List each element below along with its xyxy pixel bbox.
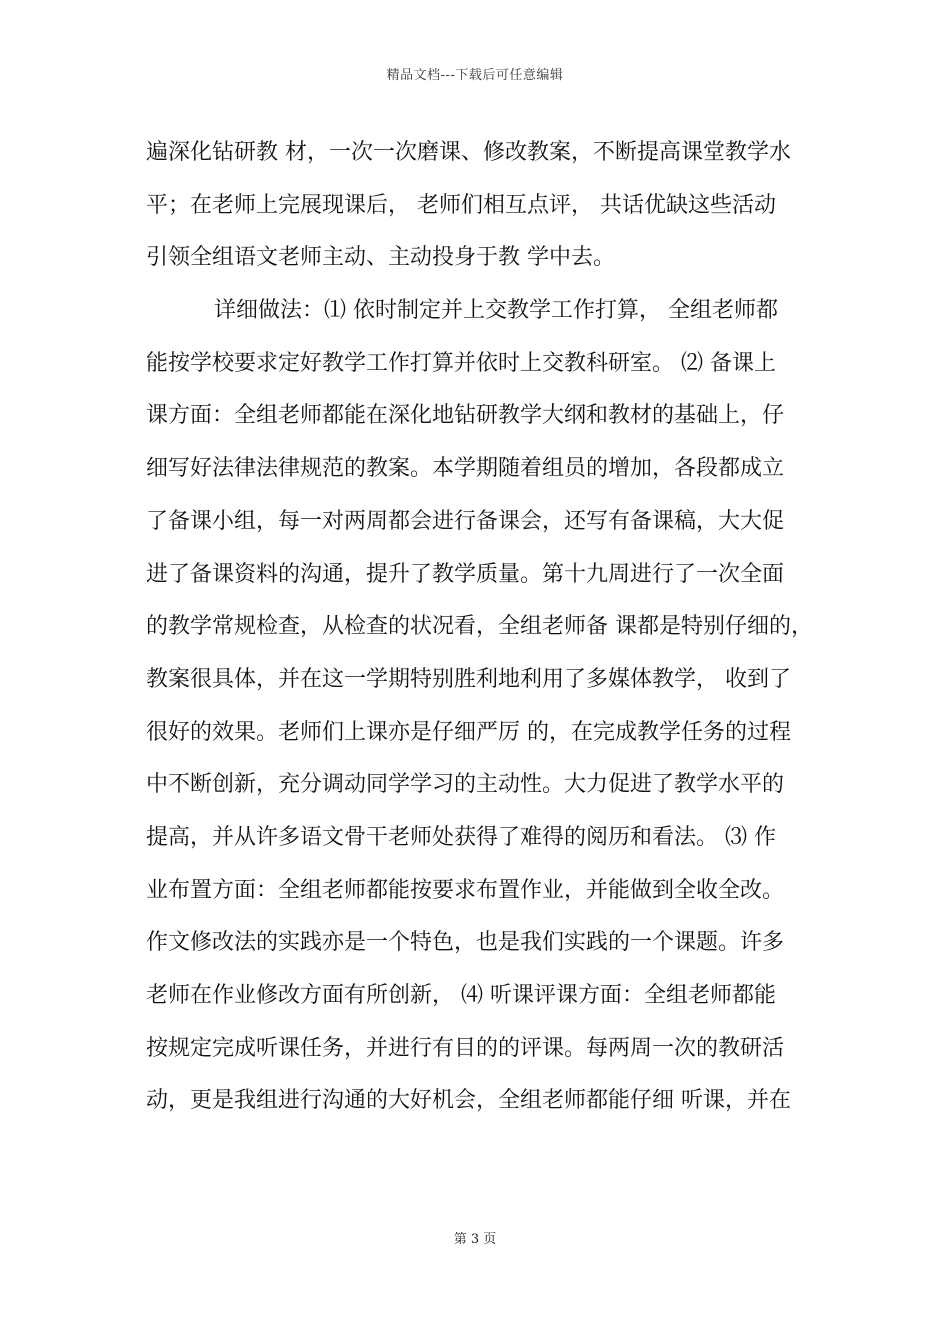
paragraph-start-line: 详细做法：⑴ 依时制定并上交教学工作打算， 全组老师都 [214,298,778,324]
text-line: 进了备课资料的沟通，提升了教学质量。第十九周进行了一次全面 [146,561,785,587]
document-body [146,133,826,1134]
text-line: 业布置方面：全组老师都能按要求布置作业，并能做到全收全改。 [146,877,785,903]
text-line: 老师在作业修改方面有所创新， ⑷ 听课评课方面：全组老师都能 [146,983,776,1008]
text-line: 中不断创新，充分调动同学学习的主动性。大力促进了教学水平的 [146,772,785,798]
page-number: 第 3 页 [453,1232,497,1247]
text-line: 能按学校要求定好教学工作打算并依时上交教科研室。 ⑵ 备课上 [146,350,776,376]
text-line: 作文修改法的实践亦是一个特色，也是我们实践的一个课题。许多 [146,930,785,956]
text-line: 教案很具体，并在这一学期特别胜利地利用了多媒体教学， 收到了 [146,666,791,692]
text-line: 了备课小组，每一对两周都会进行备课会，还写有备课稿，大大促 [146,508,785,534]
text-line: 提高，并从许多语文骨干老师处获得了难得的阅历和看法。 ⑶ 作 [146,824,776,850]
text-line: 引领全组语文老师主动、主动投身于教 学中去。 [146,245,615,271]
page-header: 精品文档---下载后可任意编辑 [386,68,564,83]
text-line: 平；在老师上完展现课后， 老师们相互点评， 共话优缺这些活动 [146,192,776,218]
text-line: 很好的效果。老师们上课亦是仔细严厉 的，在完成教学任务的过程 [146,719,791,745]
text-line: 遍深化钻研教 材，一次一次磨课、修改教案，不断提高课堂教学水 [146,140,791,165]
text-line: 按规定完成听课任务，并进行有目的的评课。每两周一次的教研活 [146,1035,785,1061]
text-line: 课方面：全组老师都能在深化地钻研教学大纲和教材的基础上，仔 [146,403,785,429]
text-line: 的教学常规检查，从检查的状况看，全组老师备 课都是特别仔细的， [146,614,813,640]
text-line: 动，更是我组进行沟通的大好机会，全组老师都能仔细 听课，并在 [146,1088,791,1114]
text-line: 细写好法律法律规范的教案。本学期随着组员的增加，各段都成立 [146,456,785,482]
